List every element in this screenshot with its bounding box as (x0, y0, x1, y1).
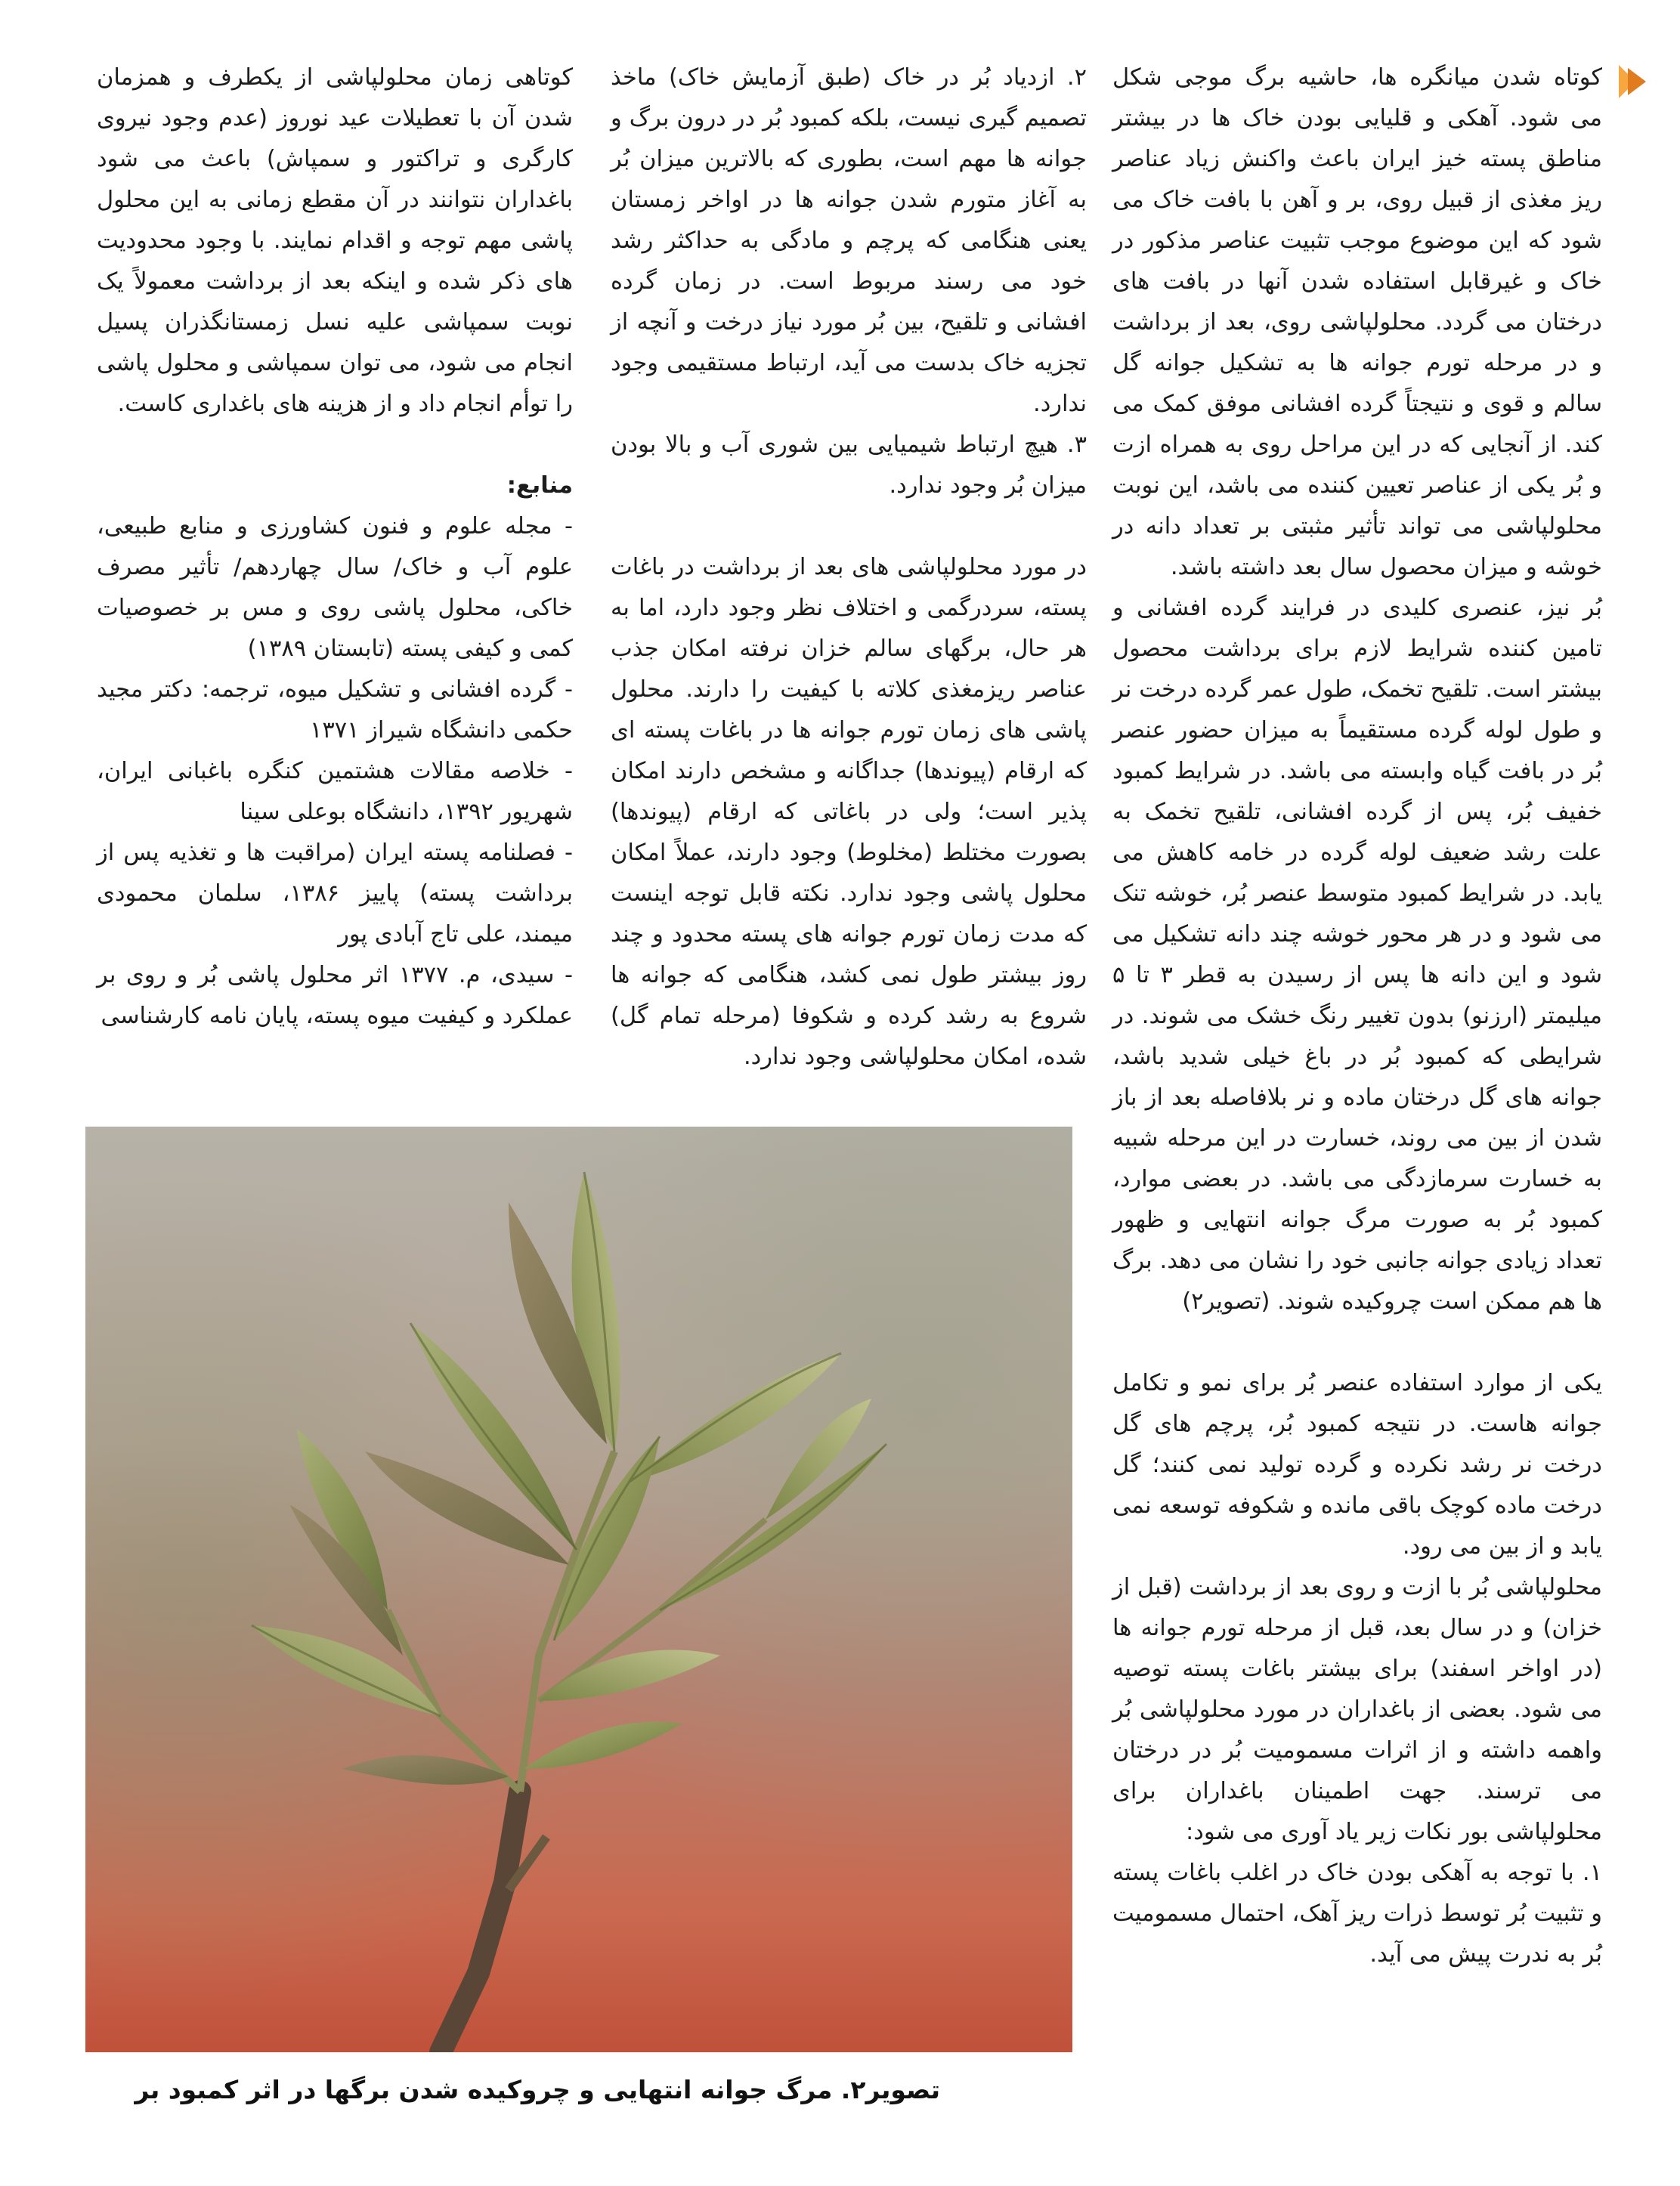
source-item: - سیدی، م. ۱۳۷۷ اثر محلول پاشی بُر و روی بر عملکرد و کیفیت میوه پسته، پایان نامه کارشناسی (97, 962, 573, 1029)
article-column-right (1112, 57, 1602, 1975)
paragraph-boron-pollination: بُر نیز، عنصری کلیدی در فرایند گرده افشانی و تامین کننده شرایط لازم برای برداشت محصول بیشتر است. تلقیح تخمک، طول عمر گرده درخت نر و طول لوله گرده مستقیماً به میزان حضور عنصر بُر در بافت گیاه وابسته می باشد. در شرایط کمبود خفیف بُر، پس از گرده افشانی، تلقیح تخمک به علت رشد ضعیف لوله گرده در خامه کاهش می یابد. در شرایط کمبود متوسط عنصر بُر، خوشه تنک می شود و در هر محور خوشه چند دانه تشکیل می شود و این دانه ها پس از رسیدن به قطر ۳ تا ۵ میلیمتر (ارزنو) بدون تغییر رنگ خشک می شوند. در شرایطی که کمبود بُر در باغ خیلی شدید باشد، جوانه های گل درختان ماده و نر بلافاصله بعد از باز شدن از بین می روند، خسارت در این مرحله شبیه به خسارت سرمازدگی می باشد. در بعضی موارد، کمبود بُر به صورت مرگ جوانه انتهایی و ظهور تعداد زیادی جوانه جانبی خود را نشان می دهد. برگ ها هم ممکن است چروکیده شوند. (تصویر۲) (1112, 595, 1602, 1315)
list-item-2: ۲. ازدیاد بُر در خاک (طبق آزمایش خاک) ماخذ تصمیم گیری نیست، بلکه کمبود بُر در درون برگ و جوانه ها مهم است، بطوری که بالاترین میزان بُر به آغاز متورم شدن جوانه ها در اواخر زمستان یعنی هنگامی که پرچم و مادگی به حداکثر رشد خود می رسند مربوط است. در زمان گرده افشانی و تلقیح، بین بُر مورد نیاز درخت و آنچه از تجزیه خاک بدست می آید، ارتباط مستقیمی وجود ندارد. (611, 64, 1087, 417)
paragraph-timing: کوتاهی زمان محلولپاشی از یکطرف و همزمان شدن آن با تعطیلات عید نوروز (عدم وجود نیروی کارگری و تراکتور و سمپاش) باعث می شود باغداران نتوانند در آن مقطع زمانی به این محلول پاشی مهم توجه و اقدام نمایند. با وجود محدودیت های ذکر شده و اینکه بعد از برداشت معمولاً یک نوبت سمپاشی علیه نسل زمستانگذران پسیل انجام می شود، می توان سمپاشی و محلول پاشی را توأم انجام داد و از هزینه های باغداری کاست. (97, 64, 573, 417)
sources-heading: منابع: (506, 472, 573, 499)
figure-caption: تصویر۲. مرگ جوانه انتهایی و چروکیده شدن برگها در اثر کمبود بر (135, 2075, 940, 2104)
source-item: - فصلنامه پسته ایران (مراقبت ها و تغذیه پس از برداشت پسته) پاییز ۱۳۸۶، سلمان محمودی میمند، علی تاج آبادی پور (97, 839, 573, 948)
paragraph-boron-buds: یکی از موارد استفاده عنصر بُر برای نمو و تکامل جوانه هاست. در نتیجه کمبود بُر، پرچم های گل درخت نر رشد نکرده و گرده تولید نمی کنند؛ گل درخت ماده کوچک باقی مانده و شکوفه توسعه نمی یابد و از بین می رود. (1112, 1370, 1602, 1560)
list-item-1: ۱. با توجه به آهکی بودن خاک در اغلب باغات پسته و تثبیت بُر توسط ذرات ریز آهک، احتمال مسمومیت بُر به ندرت پیش می آید. (1112, 1860, 1602, 1968)
paragraph-spraying-recommendation: محلولپاشی بُر با ازت و روی بعد از برداشت (قبل از خزان) و در سال بعد، قبل از مرحله تورم جوانه ها (در اواخر اسفند) برای بیشتر باغات پسته توصیه می شود. بعضی از باغداران در مورد محلولپاشی بُر واهمه داشته و از اثرات مسمومیت بُر در درختان می ترسند. جهت اطمینان باغداران برای محلولپاشی بور نکات زیر یاد آوری می شود: (1112, 1574, 1602, 1845)
section-arrow-icon (1619, 65, 1649, 98)
source-item: - گرده افشانی و تشکیل میوه، ترجمه: دکتر مجید حکمی دانشگاه شیراز ۱۳۷۱ (97, 676, 573, 744)
photo-illustration (85, 1127, 1072, 2052)
list-item-3: ۳. هیچ ارتباط شیمیایی بین شوری آب و بالا بودن میزان بُر وجود ندارد. (611, 431, 1087, 499)
pistachio-shoot-photo (85, 1127, 1072, 2052)
paragraph-post-harvest: در مورد محلولپاشی های بعد از برداشت در باغات پسته، سردرگمی و اختلاف نظر وجود دارد، اما به هر حال، برگهای سالم خزان نرفته امکان جذب عناصر ریزمغذی کلاته با کیفیت را دارند. محلول پاشی های زمان تورم جوانه ها در باغات پسته ای که ارقام (پیوندها) جداگانه و مشخص دارند امکان پذیر است؛ ولی در باغاتی که ارقام (پیوندها) بصورت مختلط (مخلوط) وجود دارند، عملاً امکان محلول پاشی وجود ندارد. نکته قابل توجه اینست که مدت زمان تورم جوانه های پسته محدود و چند روز بیشتر طول نمی کشد، هنگامی که جوانه ها شروع به رشد کرده و شکوفا (مرحله تمام گل) شده، امکان محلولپاشی وجود ندارد. (611, 554, 1087, 1070)
source-item: - مجله علوم و فنون کشاورزی و منابع طبیعی، علوم آب و خاک/ سال چهاردهم/ تأثیر مصرف خاکی، محلول پاشی روی و مس بر خصوصیات کمی و کیفی پسته (تابستان ۱۳۸۹) (97, 513, 573, 662)
paragraph-zinc: کوتاه شدن میانگره ها، حاشیه برگ موجی شکل می شود. آهکی و قلیایی بودن خاک ها در بیشتر مناطق پسته خیز ایران باعث واکنش زیاد عناصر ریز مغذی از قبیل روی، بر و آهن با بافت خاک می شود که این موضوع موجب تثبیت عناصر مذکور در خاک و غیرقابل استفاده شدن آنها در بافت های درختان می گردد. محلولپاشی روی، بعد از برداشت و در مرحله تورم جوانه ها به تشکیل جوانه گل سالم و قوی و نتیجتاً گرده افشانی موفق کمک می کند. از آنجایی که در این مراحل روی به همراه ازت و بُر یکی از عناصر تعیین کننده می باشد، این نوبت محلولپاشی می تواند تأثیر مثبتی بر تعداد دانه در خوشه و میزان محصول سال بعد داشته باشد. (1112, 64, 1602, 580)
source-item: - خلاصه مقالات هشتمین کنگره باغبانی ایران، شهریور ۱۳۹۲، دانشگاه بوعلی سینا (97, 758, 573, 825)
article-column-middle (611, 57, 1087, 1078)
article-column-left (97, 57, 573, 1037)
